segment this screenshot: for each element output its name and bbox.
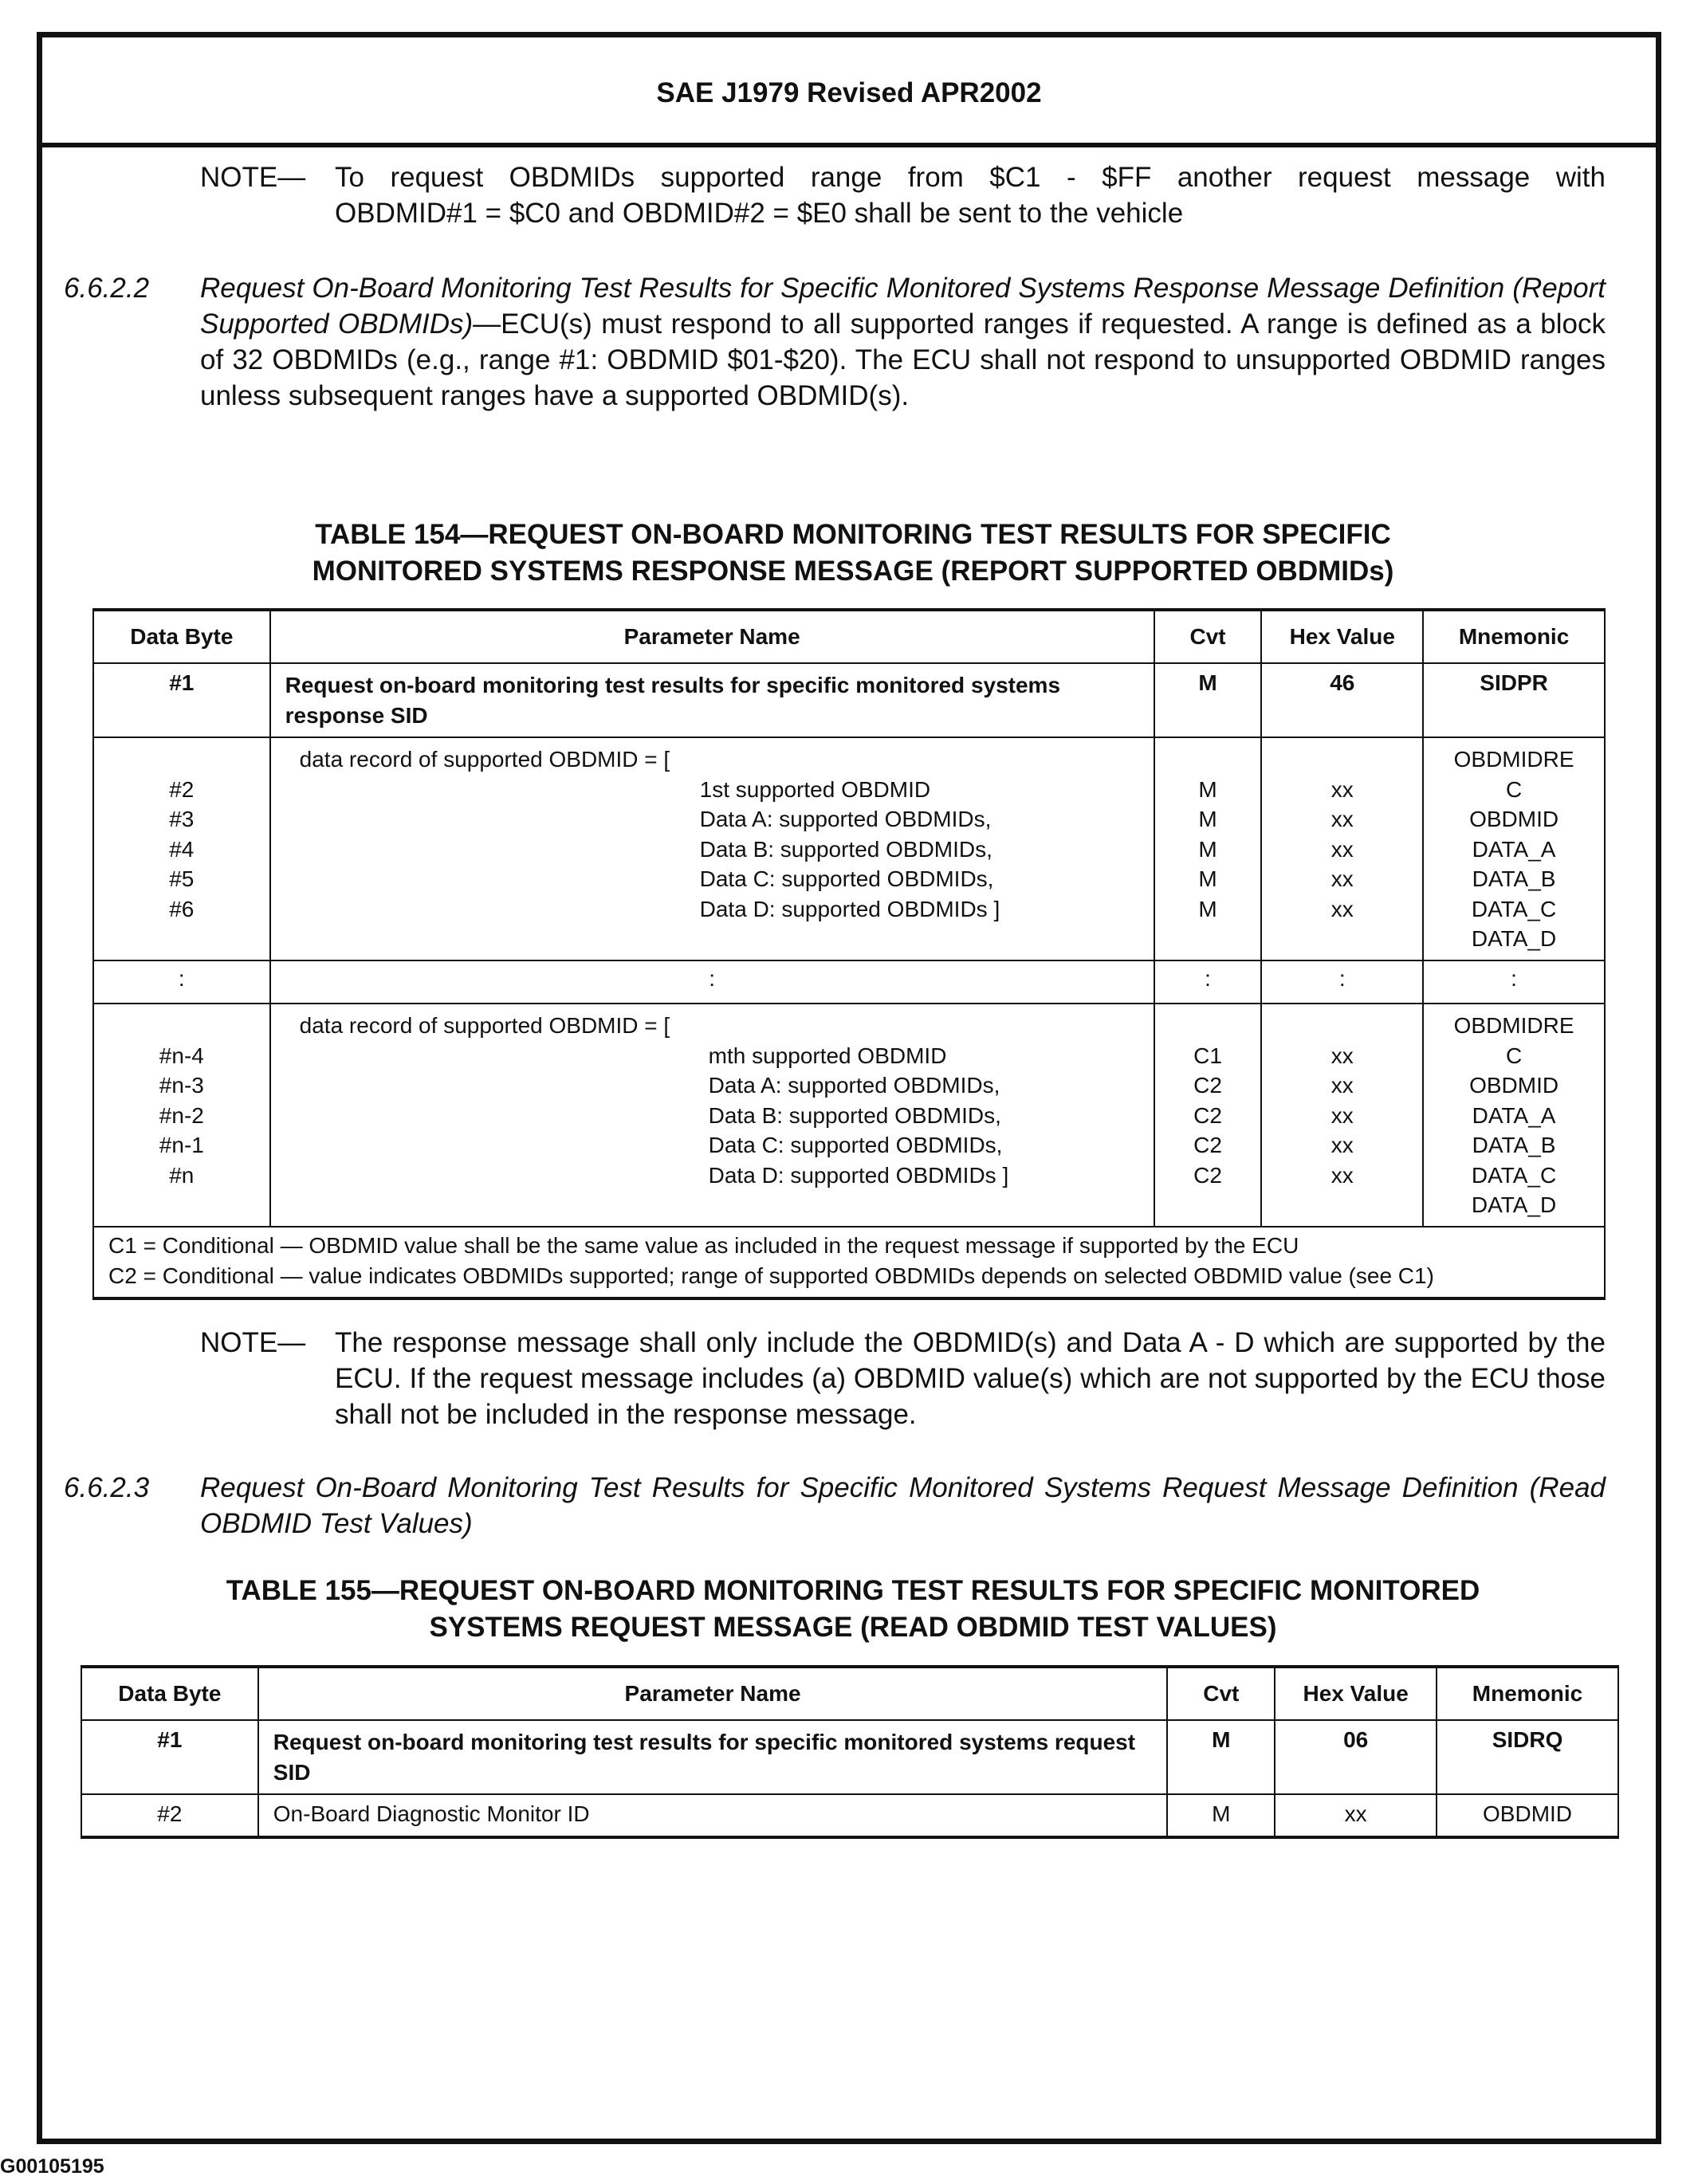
table154-row1-mnemonic: SIDPR <box>1423 663 1605 737</box>
table154-group1-hex-value: xx <box>1330 776 1354 802</box>
table154-header-row <box>93 610 1605 663</box>
table154-ellipsis: : <box>270 960 1154 1004</box>
table154-group2-name: Data A: supported OBDMIDs, <box>708 1073 1000 1098</box>
table154-group2-mnemonic: C <box>1505 1043 1523 1068</box>
section-6622-heading: Request On-Board Monitoring Test Results for Specific Monitored Systems Response Message Definition (Report Supported OBDMIDs) <box>200 273 1606 340</box>
table154-ellipsis: : <box>1261 960 1423 1004</box>
table154-group1-name: Data D: supported OBDMIDs ] <box>699 896 1000 921</box>
table154-group1-byte: #2 <box>169 776 195 802</box>
table154-row1-byte: #1 <box>93 663 270 737</box>
table155-row2-hex: xx <box>1275 1794 1437 1837</box>
table154-group2-name: mth supported OBDMID <box>708 1043 947 1068</box>
note2-text: The response message shall only include the OBDMID(s) and Data A - D which are supported by the ECU. If the request message includes (a) OBDMID value(s) which are not supported by the ECU those shall not be included in the response message. <box>335 1327 1606 1430</box>
table154-group1 <box>93 737 1605 960</box>
table154-group2-cvt: C2 <box>1193 1162 1222 1188</box>
table154-group1-mnemonic: DATA_A <box>1472 836 1556 862</box>
table154-ellipsis: : <box>1154 960 1262 1004</box>
table154-group2-mnemonics <box>1423 1004 1605 1227</box>
table154-group1-mnemonic: C <box>1505 776 1523 802</box>
table154-group2-hex-value: xx <box>1330 1133 1354 1157</box>
table154-ellipsis-row <box>93 960 1605 1004</box>
table154-group1-name: 1st supported OBDMID <box>699 776 931 802</box>
table154-group1-name: Data C: supported OBDMIDs, <box>699 866 994 891</box>
table155-header-parameter-name: Parameter Name <box>258 1667 1168 1720</box>
table155-header-row <box>81 1667 1618 1720</box>
table154-group1-byte: #4 <box>169 836 195 862</box>
table155-row1-byte: #1 <box>81 1720 258 1794</box>
table154-footnote2: C2 = Conditional — value indicates OBDMIDs supported; range of supported OBDMIDs depends on selected OBDMID value (see C1) <box>108 1263 1434 1288</box>
table154-row1 <box>93 663 1605 737</box>
table154-group2-mnemonic: OBDMID <box>1469 1073 1559 1098</box>
footer-id: G00105195 <box>0 2155 104 2178</box>
table155 <box>81 1665 1619 1839</box>
table154-group1-cvt: M <box>1198 896 1217 921</box>
table154-header-cvt: Cvt <box>1154 610 1262 663</box>
table154-group2-name: Data C: supported OBDMIDs, <box>708 1133 1003 1157</box>
table155-header-mnemonic: Mnemonic <box>1437 1667 1618 1720</box>
table154-group2-byte: #n-4 <box>159 1043 204 1068</box>
table154-group1-cvt: M <box>1198 836 1217 862</box>
table154-group1-hex <box>1261 737 1423 960</box>
table154-group1-intro: data record of supported OBDMID = [ <box>299 747 670 772</box>
table154-group2-byte: #n-3 <box>159 1073 204 1098</box>
table154-group1-hex-value: xx <box>1330 807 1354 831</box>
table155-row1-name: Request on-board monitoring test results for specific monitored systems request SID <box>258 1720 1168 1794</box>
table154-group2-hex-value: xx <box>1330 1162 1354 1188</box>
table154-row1-hex: 46 <box>1261 663 1423 737</box>
table154-group1-mnemonic: DATA_D <box>1471 926 1557 951</box>
table155-title <box>64 1573 1642 1646</box>
table154-group2-bytes <box>93 1004 270 1227</box>
table154-ellipsis: : <box>1423 960 1605 1004</box>
section-6623-number: 6.6.2.3 <box>64 1472 150 1503</box>
table154-group2-name: Data D: supported OBDMIDs ] <box>708 1162 1009 1188</box>
section-6622-body: —ECU(s) must respond to all supported ranges if requested. A range is defined as a block of 32 OBDMIDs (e.g., range #1: OBDMID $01-$20). The ECU shall not respond to unsupported OBDMID ranges unless subsequent ranges have a supported OBDMID(s). <box>200 308 1606 411</box>
table154-group2-mnemonic: DATA_A <box>1472 1102 1556 1128</box>
note1-label: NOTE— <box>200 162 306 193</box>
section-6623-heading: Request On-Board Monitoring Test Results for Specific Monitored Systems Request Message Definition (Read OBDMID Test Values) <box>200 1472 1606 1539</box>
table155-header-hex-value: Hex Value <box>1275 1667 1437 1720</box>
table154-group2-intro: data record of supported OBDMID = [ <box>299 1013 670 1038</box>
table154-ellipsis: : <box>93 960 270 1004</box>
note2-label: NOTE— <box>200 1327 306 1358</box>
table155-title-line2: SYSTEMS REQUEST MESSAGE (READ OBDMID TEST VALUES) <box>429 1612 1277 1643</box>
table154 <box>92 608 1606 1300</box>
table154-header-parameter-name: Parameter Name <box>270 610 1154 663</box>
table154-group2-hex-value: xx <box>1330 1073 1354 1098</box>
table154-group1-mnemonics <box>1423 737 1605 960</box>
table154-group2-mnemonic: DATA_D <box>1471 1192 1557 1217</box>
table154-group1-bytes <box>93 737 270 960</box>
table154-group2-cvt: C2 <box>1193 1133 1222 1157</box>
table155-header-data-byte: Data Byte <box>81 1667 258 1720</box>
table154-group1-hex-value: xx <box>1330 836 1354 862</box>
note1-line2: OBDMID#1 = $C0 and OBDMID#2 = $E0 shall be sent to the vehicle <box>335 198 1184 229</box>
table154-group1-byte: #3 <box>169 807 195 831</box>
table154-footnote-row <box>93 1227 1605 1298</box>
page-header <box>42 37 1656 147</box>
table154-group2-hex <box>1261 1004 1423 1227</box>
table154-group2-cvts <box>1154 1004 1262 1227</box>
table154-group1-mnemonic: DATA_B <box>1472 866 1556 891</box>
table154-group2-byte: #n-1 <box>159 1133 204 1157</box>
table154-group1-hex-value: xx <box>1330 866 1354 891</box>
table155-header-cvt: Cvt <box>1167 1667 1275 1720</box>
table154-group1-hex-value: xx <box>1330 896 1354 921</box>
table154-group1-byte: #5 <box>169 866 195 891</box>
note1-line1: To request OBDMIDs supported range from $C1 - $FF another request message with <box>335 162 1606 193</box>
table154-group2-hex-value: xx <box>1330 1102 1354 1128</box>
table154-title-line1: TABLE 154—REQUEST ON-BOARD MONITORING TEST RESULTS FOR SPECIFIC <box>315 519 1391 550</box>
table154-row1-cvt: M <box>1154 663 1262 737</box>
table154-group1-byte: #6 <box>169 896 195 921</box>
section-6622-number: 6.6.2.2 <box>64 273 150 304</box>
table154-group2-name: Data B: supported OBDMIDs, <box>708 1102 1001 1128</box>
section-6622-paragraph <box>200 270 1606 414</box>
table154-group2-cvt: C2 <box>1193 1102 1222 1128</box>
table154-group2-mnemonic: DATA_C <box>1471 1162 1557 1188</box>
table155-row2-name: On-Board Diagnostic Monitor ID <box>258 1794 1168 1837</box>
table154-header-data-byte: Data Byte <box>93 610 270 663</box>
table154-footnotes <box>93 1227 1605 1298</box>
table155-title-line1: TABLE 155—REQUEST ON-BOARD MONITORING TEST RESULTS FOR SPECIFIC MONITORED <box>226 1575 1480 1606</box>
table154-group2 <box>93 1004 1605 1227</box>
table154-group1-names <box>270 737 1154 960</box>
header-title: SAE J1979 Revised APR2002 <box>656 77 1042 108</box>
table155-row1-mnemonic: SIDRQ <box>1437 1720 1618 1794</box>
table154-footnote1: C1 = Conditional — OBDMID value shall be the same value as included in the request message if supported by the ECU <box>108 1233 1299 1258</box>
table154-group2-names <box>270 1004 1154 1227</box>
table155-row2-mnemonic: OBDMID <box>1437 1794 1618 1837</box>
table154-group2-mnemonic: OBDMIDRE <box>1453 1013 1574 1038</box>
table155-row1 <box>81 1720 1618 1794</box>
table154-group2-hex-value: xx <box>1330 1043 1354 1068</box>
table154-header-hex-value: Hex Value <box>1261 610 1423 663</box>
table154-group2-mnemonic: DATA_B <box>1472 1133 1556 1157</box>
table155-row2-cvt: M <box>1167 1794 1275 1837</box>
table155-row1-cvt: M <box>1167 1720 1275 1794</box>
table155-row2-byte: #2 <box>81 1794 258 1837</box>
table154-group1-mnemonic: OBDMID <box>1469 807 1559 831</box>
table154-group1-cvt: M <box>1198 776 1217 802</box>
table154-group1-cvts <box>1154 737 1262 960</box>
table154-row1-name: Request on-board monitoring test results for specific monitored systems response SID <box>270 663 1154 737</box>
table154-group1-mnemonic: DATA_C <box>1471 896 1557 921</box>
table154-header-mnemonic: Mnemonic <box>1423 610 1605 663</box>
table154-group1-cvt: M <box>1198 866 1217 891</box>
table154-group2-byte: #n-2 <box>159 1102 204 1128</box>
table155-row1-hex: 06 <box>1275 1720 1437 1794</box>
table154-group2-cvt: C2 <box>1193 1073 1222 1098</box>
table154-group1-name: Data A: supported OBDMIDs, <box>699 807 992 831</box>
table154-group1-name: Data B: supported OBDMIDs, <box>699 836 992 862</box>
table154-title <box>64 517 1642 590</box>
table154-group2-byte: #n <box>169 1162 195 1188</box>
table154-group2-cvt: C1 <box>1193 1043 1222 1068</box>
table154-group1-cvt: M <box>1198 807 1217 831</box>
table155-row2 <box>81 1794 1618 1837</box>
table154-group1-mnemonic: OBDMIDRE <box>1453 747 1574 772</box>
table154-title-line2: MONITORED SYSTEMS RESPONSE MESSAGE (REPORT SUPPORTED OBDMIDs) <box>312 556 1394 587</box>
